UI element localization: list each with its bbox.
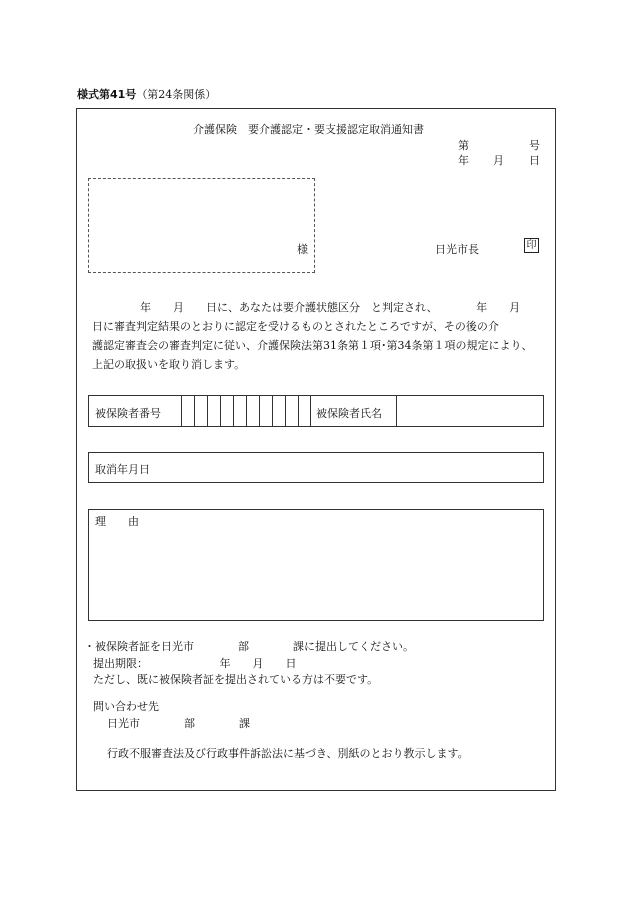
insured-number-cell[interactable] xyxy=(259,396,272,426)
addressee-honorific: 様 xyxy=(297,243,308,256)
date-month: 月 xyxy=(493,154,504,167)
body-line-4: 上記の取扱いを取り消します。 xyxy=(92,358,246,371)
seal-mark: 印 xyxy=(524,238,539,253)
insured-number-cell[interactable] xyxy=(181,396,194,426)
form-label xyxy=(77,86,216,102)
insured-name-label: 被保険者氏名 xyxy=(316,407,382,420)
body-paragraph xyxy=(92,298,548,374)
insured-number-cell[interactable] xyxy=(207,396,220,426)
insured-name-label-cell xyxy=(310,396,396,426)
doc-number-suffix: 号 xyxy=(529,139,540,152)
form-number: 様式第41号 xyxy=(77,88,137,101)
issuer-name: 日光市長 xyxy=(435,243,479,256)
contact-dept: 日光市 部 課 xyxy=(107,717,250,730)
reason-box[interactable] xyxy=(88,509,544,621)
body-line-1: 年 月 日に、あなたは要介護状態区分 と判定され、 年 月 xyxy=(140,301,521,314)
insured-number-cell[interactable] xyxy=(298,396,310,426)
insured-number-cell[interactable] xyxy=(272,396,285,426)
cancel-date-label: 取消年月日 xyxy=(95,463,150,476)
doc-number-prefix: 第 xyxy=(458,139,469,152)
body-line-2: 日に審査判定結果のとおりに認定を受けるものとされたところですが、その後の介 xyxy=(92,320,499,333)
reason-label: 理 由 xyxy=(95,515,139,528)
addressee-box xyxy=(88,178,315,273)
insured-number-cell[interactable] xyxy=(285,396,298,426)
insured-number-label: 被保険者番号 xyxy=(95,407,161,420)
insured-info-row xyxy=(88,395,544,427)
date-year: 年 xyxy=(458,154,469,167)
document-title: 介護保険 要介護認定・要支援認定取消通知書 xyxy=(193,123,424,136)
insured-number-cell[interactable] xyxy=(246,396,259,426)
notice-line-1: ・被保険者証を日光市 部 課に提出してください。 xyxy=(84,640,414,653)
insured-number-cell[interactable] xyxy=(233,396,246,426)
insured-number-cell[interactable] xyxy=(220,396,233,426)
notice-line-2: 提出期限： 年 月 日 xyxy=(93,657,297,670)
form-article: （第24条関係） xyxy=(136,88,217,101)
cancel-date-row[interactable] xyxy=(88,452,544,483)
date-day: 日 xyxy=(529,154,540,167)
body-line-3: 護認定審査会の審査判定に従い、介護保険法第31条第１項･第34条第１項の規定により、 xyxy=(92,339,533,352)
insured-number-cell[interactable] xyxy=(194,396,207,426)
appeal-notice: 行政不服審査法及び行政事件訴訟法に基づき、別紙のとおり教示します。 xyxy=(107,747,469,760)
contact-heading: 問い合わせ先 xyxy=(93,700,159,713)
insured-name-field[interactable] xyxy=(396,396,543,426)
notice-line-3: ただし、既に被保険者証を提出されている方は不要です。 xyxy=(93,673,379,686)
